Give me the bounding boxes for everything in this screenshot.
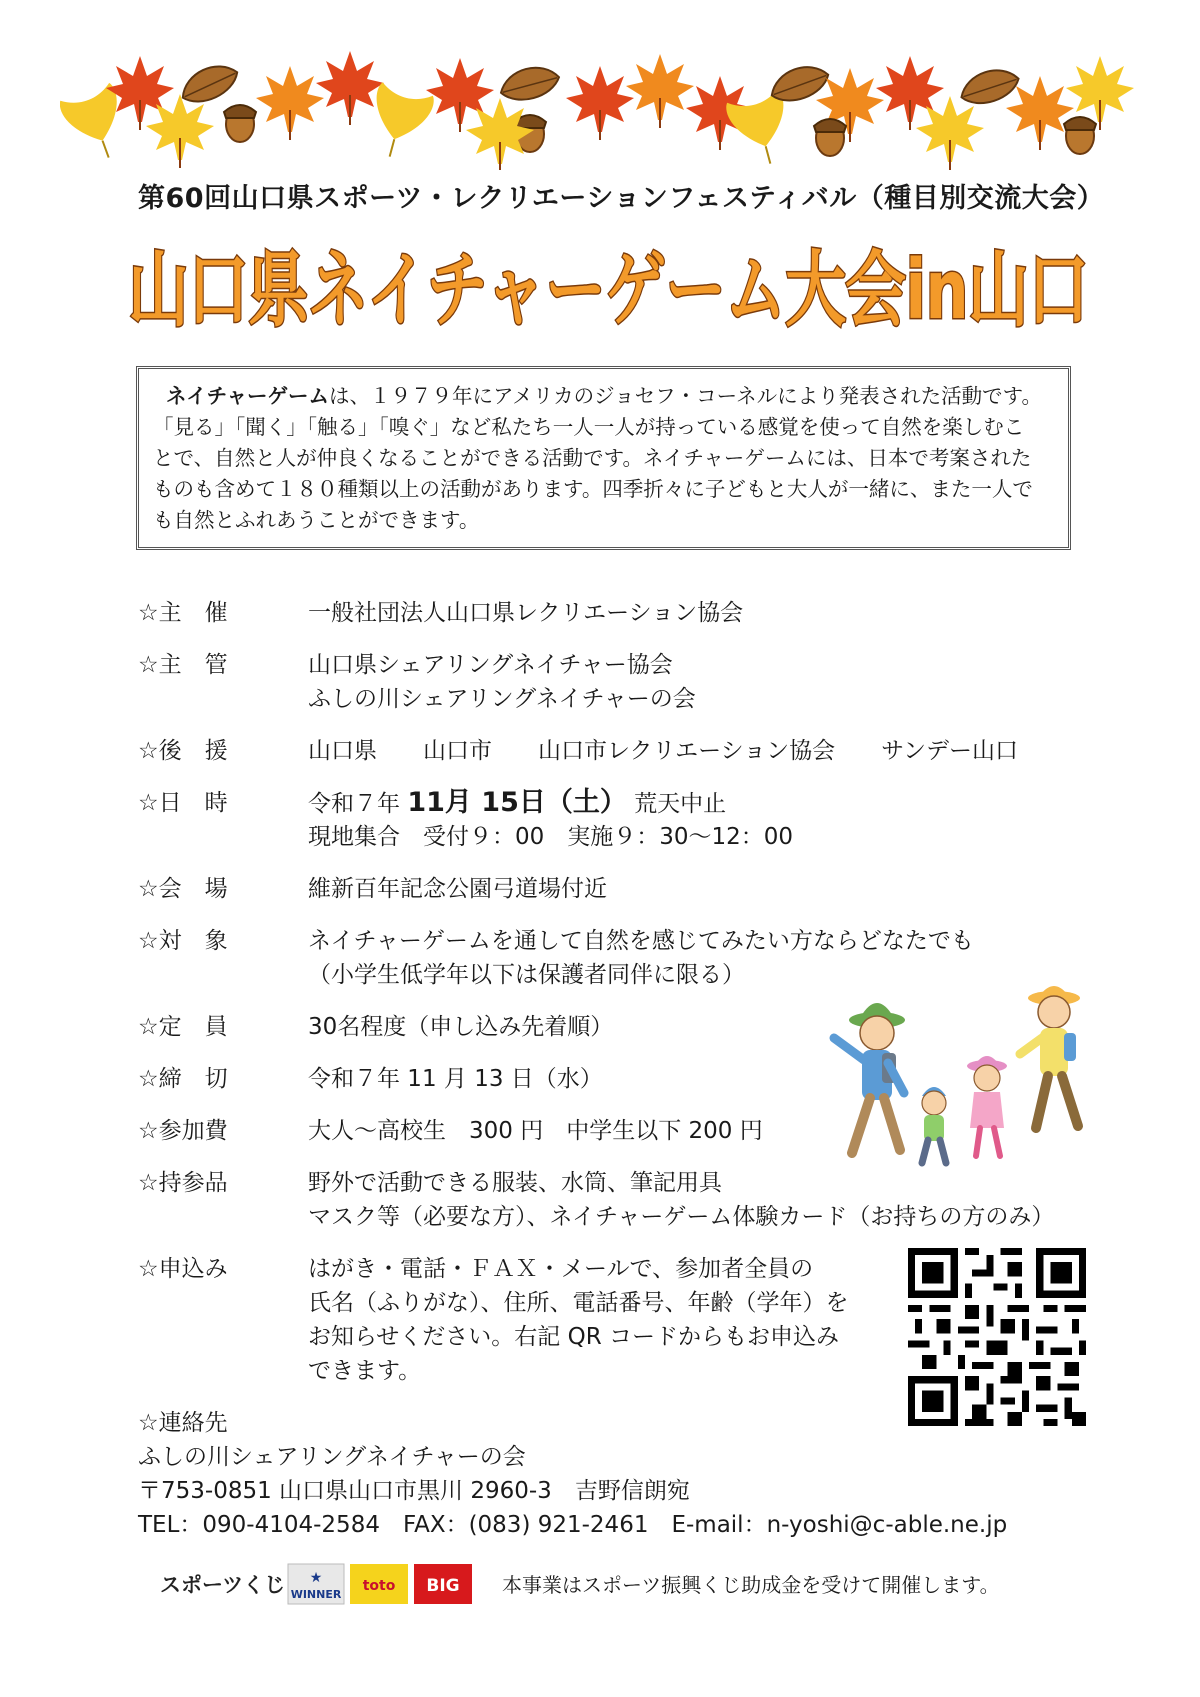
intro-line-3: とで、自然と人が仲良くなることができる活動です。ネイチャーゲームには、日本で考案された bbox=[153, 446, 1032, 470]
support-value: 山口県 山口市 山口市レクリエーション協会 サンデー山口 bbox=[308, 738, 1019, 764]
girl-figure bbox=[967, 1056, 1007, 1156]
support-label: ☆後 援 bbox=[138, 738, 228, 764]
contact-phones: TEL：090-4104-2584 FAX：(083) 921-2461 E-mail：n-yoshi@c-able.ne.jp bbox=[138, 1512, 1008, 1538]
apply-value-3: お知らせください。右記 QR コードからもお申込み bbox=[308, 1324, 840, 1350]
deadline-value: 令和７年 11 月 13 日（水） bbox=[308, 1066, 603, 1092]
organizer-value-1: 山口県シェアリングネイチャー協会 bbox=[308, 652, 673, 678]
apply-label: ☆申込み bbox=[138, 1256, 228, 1282]
host-value: 一般社団法人山口県レクリエーション協会 bbox=[308, 600, 744, 626]
big-logo: BIG bbox=[426, 1576, 460, 1596]
datetime-rain-note: 荒天中止 bbox=[634, 791, 727, 817]
contact-address: 〒753-0851 山口県山口市黒川 2960-3 吉野信朗宛 bbox=[138, 1478, 690, 1504]
main-title bbox=[118, 238, 1098, 338]
contact-org: ふしの川シェアリングネイチャーの会 bbox=[138, 1444, 526, 1470]
host-label: ☆主 催 bbox=[138, 600, 228, 626]
datetime-value-1 bbox=[308, 786, 726, 821]
winner-logo: WINNER bbox=[290, 1588, 342, 1601]
datetime-label: ☆日 時 bbox=[138, 790, 228, 816]
intro-line-5: も自然とふれあうことができます。 bbox=[153, 508, 480, 532]
deadline-label: ☆締 切 bbox=[138, 1066, 228, 1092]
autumn-leaf-garland bbox=[60, 40, 1140, 170]
items-value-1: 野外で活動できる服装、水筒、筆記用具 bbox=[308, 1170, 722, 1196]
target-value-2: （小学生低学年以下は保護者同伴に限る） bbox=[308, 962, 745, 988]
intro-lead: ネイチャーゲーム bbox=[166, 384, 330, 408]
intro-line-4: ものも含めて１８０種類以上の活動があります。四季折々に子どもと大人が一緒に、また一人で bbox=[153, 477, 1033, 501]
target-label: ☆対 象 bbox=[138, 928, 228, 954]
apply-value-4: できます。 bbox=[308, 1358, 422, 1384]
datetime-era: 令和７年 bbox=[308, 791, 400, 817]
mother-figure bbox=[1020, 986, 1080, 1128]
organizer-value-2: ふしの川シェアリングネイチャーの会 bbox=[308, 686, 696, 712]
contact-label: ☆連絡先 bbox=[138, 1410, 228, 1436]
father-figure bbox=[834, 1003, 905, 1153]
venue-label: ☆会 場 bbox=[138, 876, 228, 902]
sponsor-logos bbox=[160, 1558, 480, 1608]
intro-box bbox=[136, 366, 1071, 550]
intro-line-2: 「見る」「聞く」「触る」「嗅ぐ」など私たち一人一人が持っている感覚を使って自然を楽しむこ bbox=[153, 415, 1025, 439]
items-value-2: マスク等（必要な方）、ネイチャーゲーム体験カード（お持ちの方のみ） bbox=[308, 1204, 1055, 1230]
boy-figure bbox=[922, 1087, 946, 1163]
capacity-value: 30名程度（申し込み先着順） bbox=[308, 1014, 614, 1040]
organizer-label: ☆主 管 bbox=[138, 652, 228, 678]
qr-code[interactable] bbox=[908, 1248, 1086, 1426]
capacity-label: ☆定 員 bbox=[138, 1014, 228, 1040]
intro-line-1 bbox=[153, 381, 1056, 412]
apply-value-1: はがき・電話・ＦＡＸ・メールで、参加者全員の bbox=[308, 1256, 814, 1282]
footer-note: 本事業はスポーツ振興くじ助成金を受けて開催します。 bbox=[502, 1573, 1000, 1597]
toto-logo: toto bbox=[362, 1578, 396, 1594]
target-value-1: ネイチャーゲームを通して自然を感じてみたい方ならどなたでも bbox=[308, 928, 974, 954]
items-label: ☆持参品 bbox=[138, 1170, 228, 1196]
apply-value-2: 氏名（ふりがな）、住所、電話番号、年齢（学年）を bbox=[308, 1290, 849, 1316]
hiking-family-illustration bbox=[822, 978, 1122, 1178]
main-title-text: 山口県ネイチャーゲーム大会in山口 bbox=[128, 243, 1088, 338]
datetime-date: 11月 15日（土） bbox=[407, 787, 627, 818]
venue-value: 維新百年記念公園弓道場付近 bbox=[308, 876, 607, 902]
sports-kuji-logo: スポーツくじ bbox=[160, 1573, 286, 1597]
fee-label: ☆参加費 bbox=[138, 1118, 228, 1144]
event-subtitle: 第60回山口県スポーツ・レクリエーションフェスティバル（種目別交流大会） bbox=[138, 183, 1105, 214]
garland-leaves bbox=[60, 51, 1134, 170]
svg-text:★: ★ bbox=[309, 1570, 323, 1586]
datetime-value-2: 現地集合 受付９：00 実施９：30～12：00 bbox=[308, 824, 794, 850]
fee-value: 大人～高校生 300 円 中学生以下 200 円 bbox=[308, 1118, 763, 1144]
intro-line-1-rest: は、１９７９年にアメリカのジョセフ・コーネルにより発表された活動です。 bbox=[329, 384, 1043, 408]
